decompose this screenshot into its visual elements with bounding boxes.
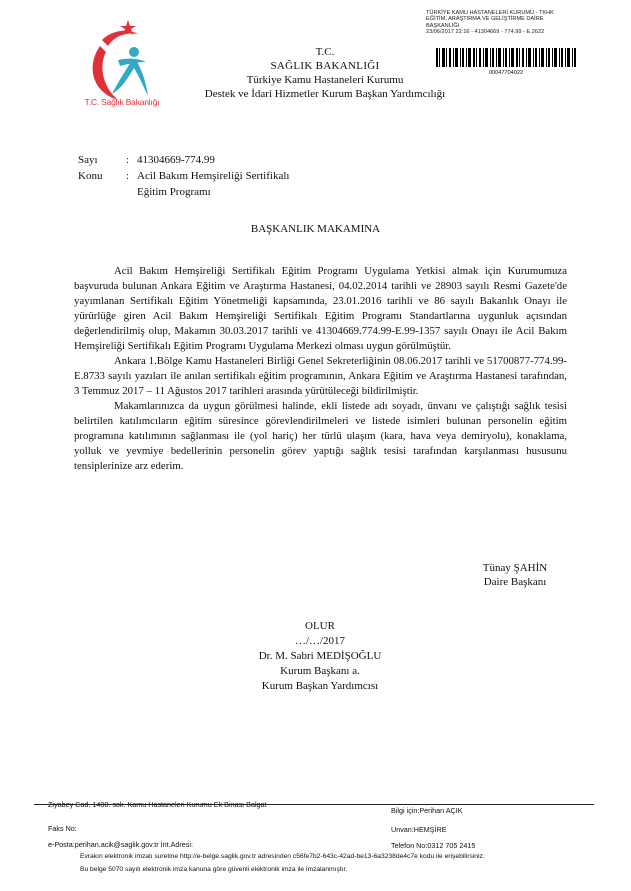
konu-colon: : — [126, 170, 130, 182]
approval-block — [220, 619, 420, 694]
body-paragraph: Ankara 1.Bölge Kamu Hastaneleri Birliği Genel Sekreterliğinin 08.06.2017 tarihli ve 51700877-774.99-E.8733 sayılı yazıları ile anılan sertifikalı eğitim programının, Ankara Eğitim ve Araştırma Hastanesi tarafından, 3 Temmuz 2017 – 11 Ağustos 2017 tarihleri arasında yürütüleceği bildirilmiştir. — [74, 355, 567, 397]
footer-verify: Evrakın elektronik imzalı suretine http://e-belge.saglik.gov.tr adresinden c56fe7b2-643c-42ad-be13-6a3238de4c7e kodu ile erişebilirsiniz. — [80, 853, 485, 860]
header-ministry: SAĞLIK BAKANLIĞI — [270, 60, 380, 72]
konu-value-cont: Eğitim Programı — [137, 186, 211, 198]
barcode — [436, 48, 576, 67]
footer-unvan: Unvan:HEMŞİRE — [391, 825, 447, 834]
body-paragraph: Acil Bakım Hemşireliği Sertifikalı Eğitim Programı Uygulama Yetkisi almak için Kurumumuza başvuruda bulunan Ankara Eğitim ve Araştırma Hastanesi, 04.02.2014 tarihli ve 28903 sayılı Resmi Gazete'de yayımlanan Sertifikalı Eğitim Yönetmeliği kapsamında, 23.01.2016 tarihli ve 86 sayılı Bakanlık Onayı ile yürürlüğe giren Acil Bakım Hemşireliği Sertifikalı Eğitim Programı Standartlarına uygunluk açısından değerlendirilmiş olup, Makamın 30.03.2017 tarihli ve 41304669.774.99-E.99-1357 sayılı Onayı ile Acil Bakım Hemşireliği Sertifikalı Eğitim Programı Uygulama Merkezi olması uygun görülmüştür. — [74, 265, 567, 352]
approval-olur: OLUR — [305, 620, 335, 632]
approval-date: …/…/2017 — [294, 635, 346, 647]
stamp-line: EĞİTİM, ARAŞTIRMA VE GELİŞTİRME DAİRE — [426, 16, 544, 23]
konu-label: Konu — [78, 170, 103, 182]
footer-address: Ziyabey Cad. 1400. sok. Kamu Hastaneleri Kurumu Ek Binası Balgat — [48, 800, 267, 809]
stamp-line: TÜRKİYE KAMU HASTANELERİ KURUMU - TKHK — [426, 10, 554, 16]
document-stamp — [426, 10, 626, 36]
footer-info: Bilgi için:Perihan AÇIK — [391, 806, 463, 815]
letter-body — [74, 264, 567, 474]
sayi-label: Sayı — [78, 154, 98, 166]
signer-name: Tünay ŞAHİN — [482, 562, 548, 574]
sayi-colon: : — [126, 154, 130, 166]
footer-email: e-Posta:perihan.acik@saglik.gov.tr İnt.Adresi: — [48, 840, 193, 849]
body-paragraph: Makamlarınızca da uygun görülmesi halinde, ekli listede adı soyadı, ünvanı ve çalıştığı sağlık tesisi belirtilen katılımcıların eğitim süresince görevlendirilmeleri ve listede isimleri bulunan personelin eğitim programına katılımının sağlanması ile (yol hariç) her türlü ulaşım (kara, hava veya demiryolu), konaklama, yolluk ve yevmiye bedellerinin personelin görev yaptığı sağlık tesisi tarafından karşılanması hususunu tensiplerinize arz ederim. — [74, 400, 567, 472]
footer-phone: Telefon No:0312 705 2415 — [391, 841, 476, 850]
approval-title: Kurum Başkan Yardımcısı — [261, 680, 379, 692]
stamp-line: BAŞKANLIĞI — [426, 22, 460, 29]
meta-sayi — [78, 154, 378, 168]
header-tc: T.C. — [315, 46, 335, 58]
barcode-number: 00047704022 — [488, 70, 524, 76]
meta-konu-cont — [78, 186, 378, 200]
header-department: Destek ve İdari Hizmetler Kurum Başkan Yardımcılığı — [204, 88, 446, 100]
logo-text: T.C. Sağlık Bakanlığı — [84, 97, 160, 107]
signer-title: Daire Başkanı — [483, 576, 547, 588]
approval-title: Kurum Başkanı a. — [280, 665, 360, 677]
stamp-line: 23/06/2017 22:16 - 41304669 - 774.99 - E.2622 — [426, 29, 545, 36]
approval-name: Dr. M. Sabri MEDİŞOĞLU — [258, 650, 382, 662]
sayi-value: 41304669-774.99 — [137, 154, 215, 166]
konu-value: Acil Bakım Hemşireliği Sertifikalı — [137, 170, 290, 182]
signer-block — [455, 561, 575, 589]
meta-konu — [78, 170, 378, 184]
document-title: BAŞKANLIK MAKAMINA — [250, 223, 381, 235]
footer-esign: Bu belge 5070 sayılı elektronik imza kanuna göre güvenli elektronik imza ile imzalanmıştır. — [80, 866, 348, 873]
footer-fax: Faks No: — [48, 824, 77, 833]
header-institution: Türkiye Kamu Hastaneleri Kurumu — [246, 74, 404, 86]
